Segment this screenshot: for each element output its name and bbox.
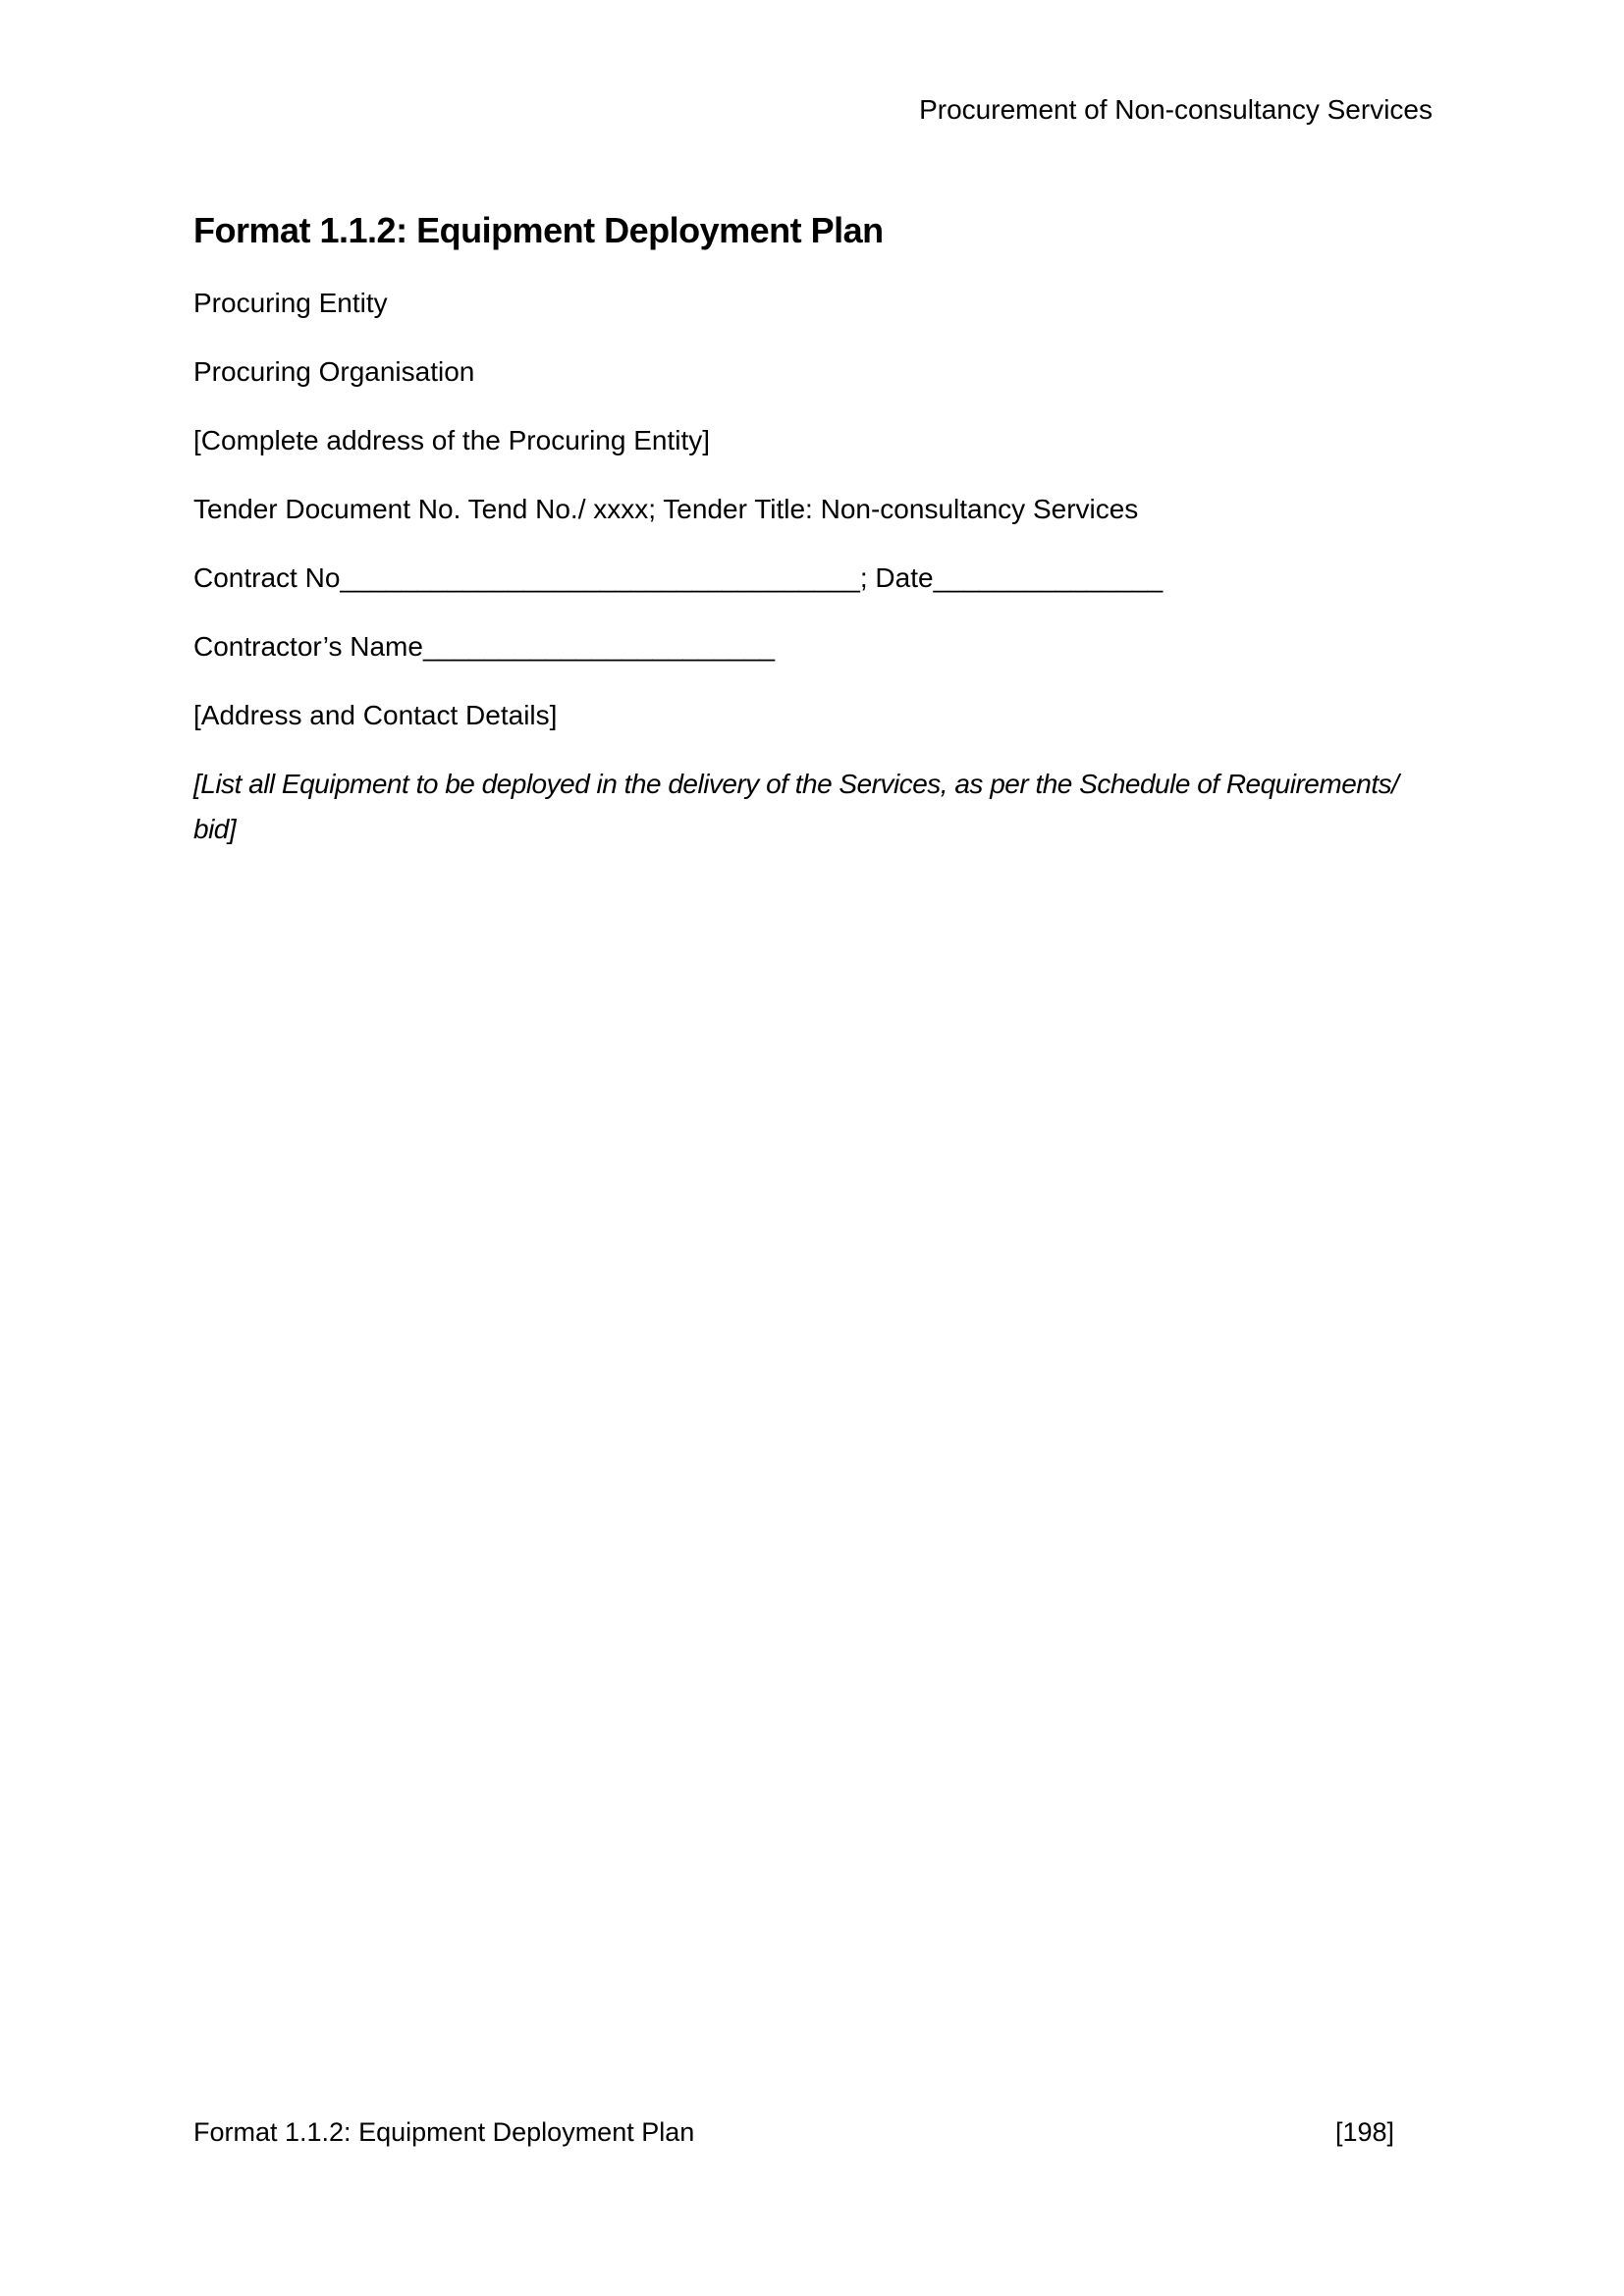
contract-no-label: Contract No bbox=[193, 562, 341, 593]
page-footer bbox=[193, 2116, 1433, 2149]
procuring-organisation-line: Procuring Organisation bbox=[193, 356, 475, 387]
equipment-list-instruction: [List all Equipment to be deployed in the delivery of the Services, as per the Schedule of Requirements/ bid] bbox=[193, 769, 1399, 844]
document-content bbox=[193, 209, 1433, 876]
contractor-name-label: Contractor’s Name bbox=[193, 631, 423, 662]
tender-document-line: Tender Document No. Tend No./ xxxx; Tender Title: Non-consultancy Services bbox=[193, 494, 1139, 524]
procuring-entity-line: Procuring Entity bbox=[193, 288, 388, 318]
contract-no-blank: __________________________________ bbox=[340, 562, 860, 593]
footer-page-number: [198] bbox=[1334, 2117, 1394, 2147]
contractor-name-line bbox=[193, 624, 1433, 669]
document-title: Format 1.1.2: Equipment Deployment Plan bbox=[193, 210, 884, 250]
footer-title-text: Format 1.1.2: Equipment Deployment Plan bbox=[193, 2117, 695, 2147]
page-header-text: Procurement of Non-consultancy Services bbox=[919, 94, 1433, 125]
procuring-entity-address-placeholder: [Complete address of the Procuring Entity] bbox=[193, 425, 711, 455]
address-contact-placeholder: [Address and Contact Details] bbox=[193, 700, 558, 730]
date-label: ; Date bbox=[859, 562, 934, 593]
contract-date-line bbox=[193, 556, 1433, 601]
date-blank: _______________ bbox=[933, 562, 1164, 593]
contractor-name-blank: _______________________ bbox=[422, 631, 776, 662]
